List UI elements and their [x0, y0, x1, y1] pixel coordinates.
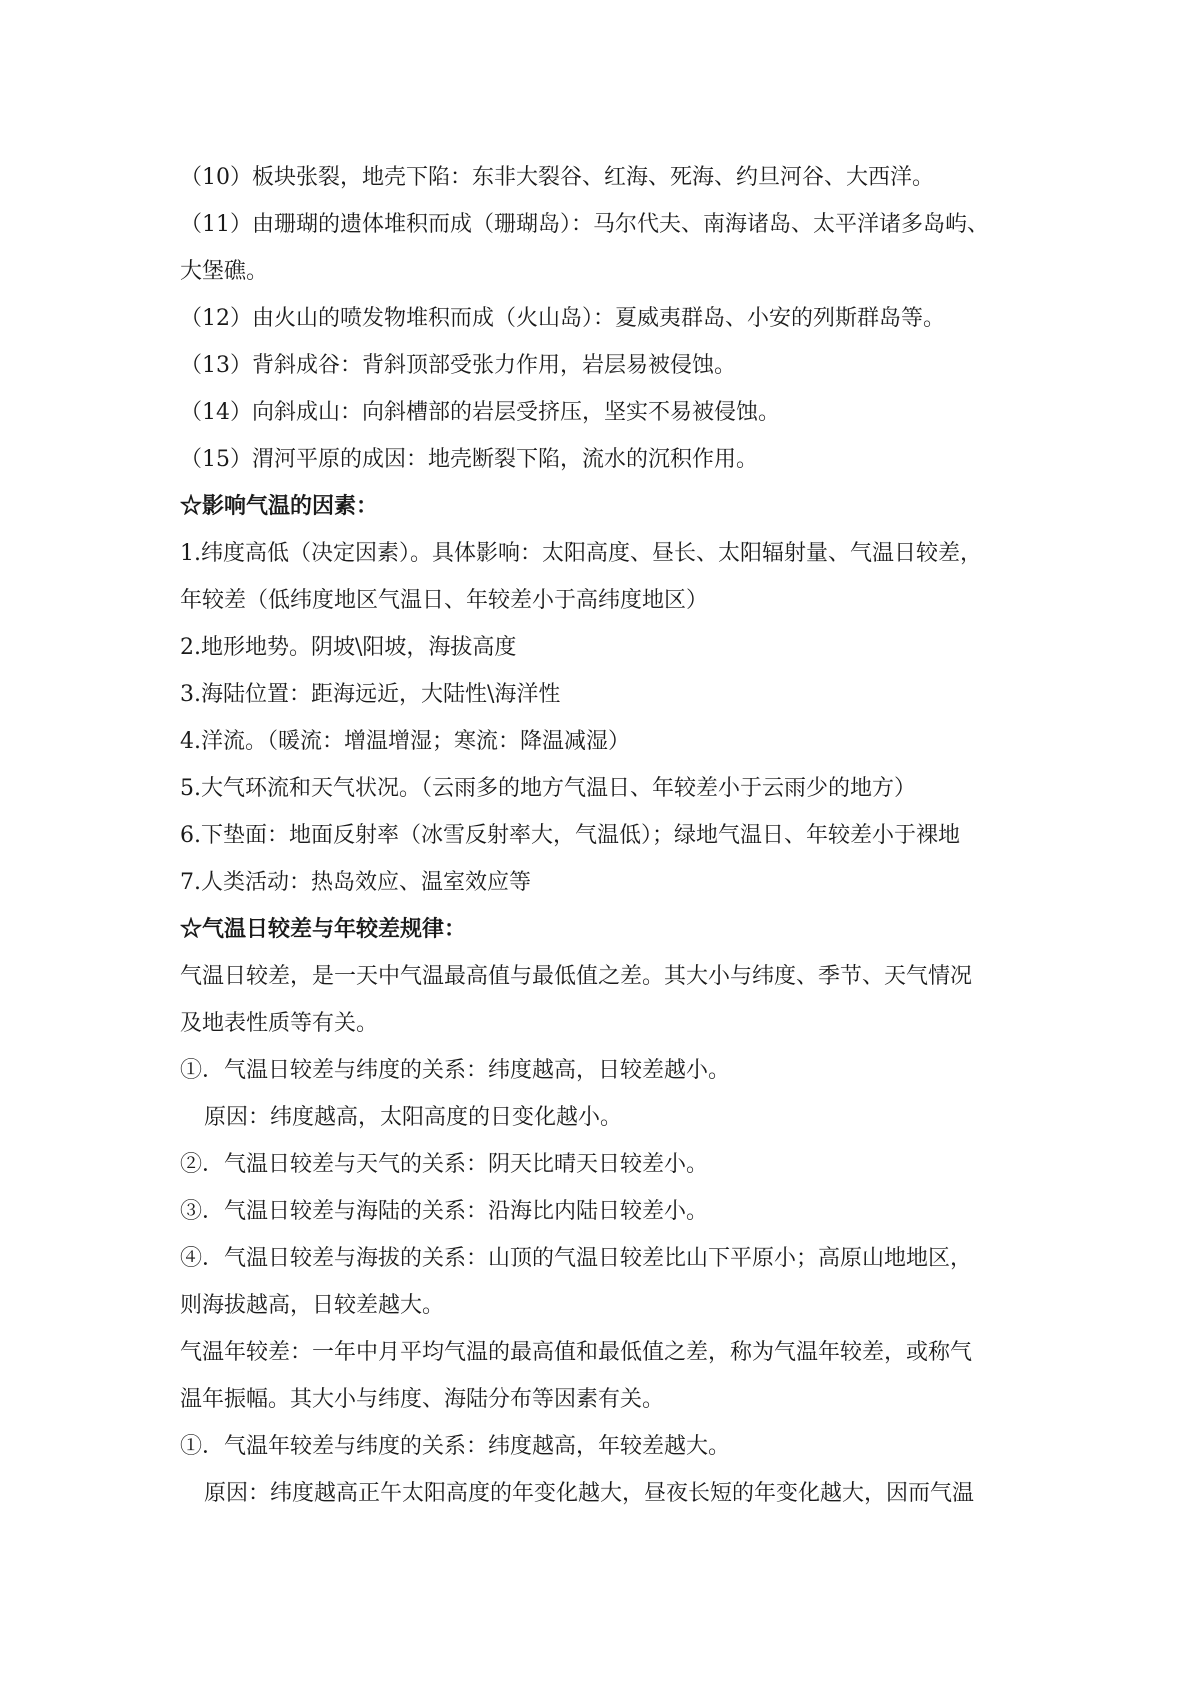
factor-terrain: 2.地形地势。阴坡\阳坡，海拔高度 — [180, 635, 517, 660]
daily-range-definition: 气温日较差，是一天中气温最高值与最低值之差。其大小与纬度、季节、天气情况 — [180, 964, 973, 989]
text-line-11-cont: 大堡礁。 — [180, 259, 269, 284]
daily-range-altitude-cont: 则海拔越高，日较差越大。 — [180, 1293, 445, 1318]
daily-range-latitude-reason: 原因：纬度越高，太阳高度的日变化越小。 — [204, 1105, 623, 1130]
text-line-14: （14）向斜成山：向斜槽部的岩层受挤压，坚实不易被侵蚀。 — [180, 400, 780, 425]
text-line-10: （10）板块张裂，地壳下陷：东非大裂谷、红海、死海、约旦河谷、大西洋。 — [180, 165, 934, 190]
factor-ocean-current: 4.洋流。（暖流：增温增湿；寒流：降温减湿） — [180, 729, 630, 754]
annual-range-latitude: ①．气温年较差与纬度的关系：纬度越高，年较差越大。 — [180, 1434, 731, 1459]
text-line-13: （13）背斜成谷：背斜顶部受张力作用，岩层易被侵蚀。 — [180, 353, 736, 378]
section-heading-temperature-factors: ☆影响气温的因素： — [180, 493, 379, 519]
daily-range-land-sea: ③．气温日较差与海陆的关系：沿海比内陆日较差小。 — [180, 1199, 709, 1224]
annual-range-definition-cont: 温年振幅。其大小与纬度、海陆分布等因素有关。 — [180, 1387, 665, 1412]
text-line-12: （12）由火山的喷发物堆积而成（火山岛）：夏威夷群岛、小安的列斯群岛等。 — [180, 306, 945, 331]
daily-range-definition-cont: 及地表性质等有关。 — [180, 1011, 379, 1036]
factor-human-activity: 7.人类活动：热岛效应、温室效应等 — [180, 870, 531, 895]
text-line-15: （15）渭河平原的成因：地壳断裂下陷，流水的沉积作用。 — [180, 447, 758, 472]
daily-range-altitude: ④．气温日较差与海拔的关系：山顶的气温日较差比山下平原小；高原山地地区， — [180, 1246, 973, 1271]
factor-land-sea: 3.海陆位置：距海远近，大陆性\海洋性 — [180, 682, 561, 707]
factor-latitude-cont: 年较差（低纬度地区气温日、年较差小于高纬度地区） — [180, 588, 709, 613]
factor-latitude: 1.纬度高低（决定因素）。具体影响：太阳高度、昼长、太阳辐射量、气温日较差， — [180, 541, 982, 566]
annual-range-latitude-reason: 原因：纬度越高正午太阳高度的年变化越大，昼夜长短的年变化越大，因而气温 — [204, 1481, 975, 1506]
daily-range-latitude: ①．气温日较差与纬度的关系：纬度越高，日较差越小。 — [180, 1058, 731, 1083]
factor-circulation: 5.大气环流和天气状况。（云雨多的地方气温日、年较差小于云雨少的地方） — [180, 776, 916, 801]
section-heading-temperature-range: ☆气温日较差与年较差规律： — [180, 916, 467, 942]
annual-range-definition: 气温年较差：一年中月平均气温的最高值和最低值之差，称为气温年较差，或称气 — [180, 1340, 973, 1365]
text-line-11: （11）由珊瑚的遗体堆积而成（珊瑚岛）：马尔代夫、南海诸岛、太平洋诸多岛屿、 — [180, 212, 989, 237]
factor-underlying-surface: 6.下垫面：地面反射率（冰雪反射率大，气温低）；绿地气温日、年较差小于裸地 — [180, 823, 960, 848]
daily-range-weather: ②．气温日较差与天气的关系：阴天比晴天日较差小。 — [180, 1152, 709, 1177]
document-body — [180, 154, 1020, 1517]
